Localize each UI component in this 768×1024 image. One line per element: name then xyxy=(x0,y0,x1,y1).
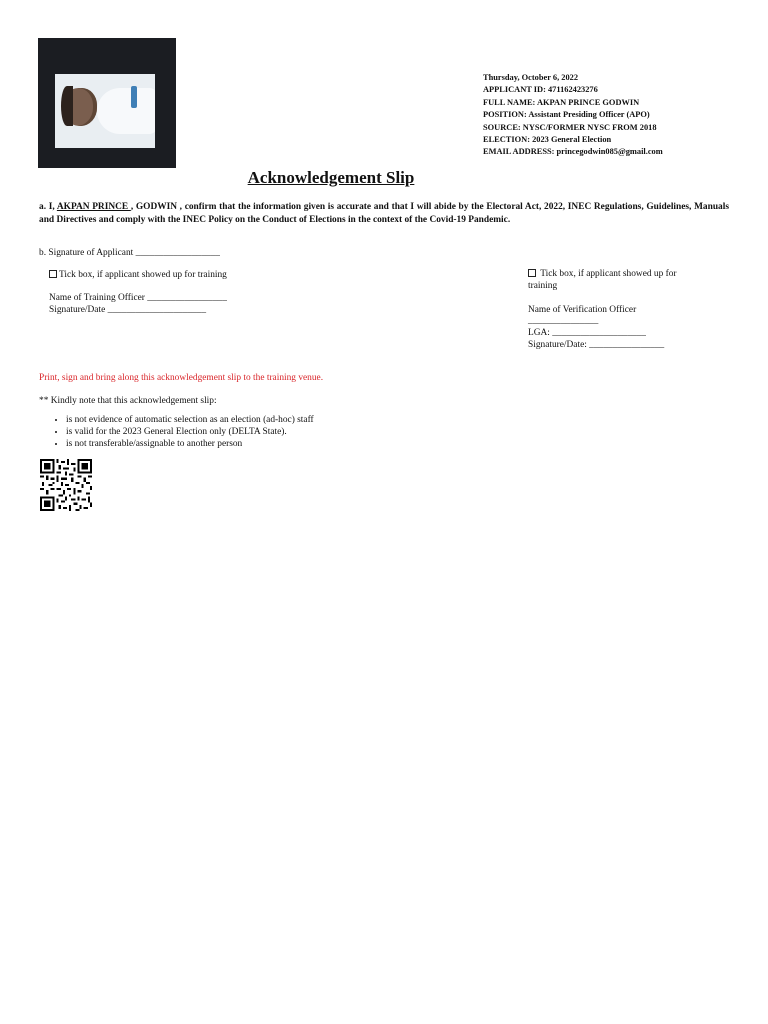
slip-date: Thursday, October 6, 2022 xyxy=(483,73,579,82)
note-item: • is not transferable/assignable to another person xyxy=(66,438,314,450)
training-signature-date: Signature/Date _____________________ xyxy=(49,305,207,315)
qr-code xyxy=(39,459,93,511)
page-title: Acknowledgement Slip xyxy=(247,168,415,187)
election: ELECTION: 2023 General Election xyxy=(483,135,612,145)
source: SOURCE: NYSC/FORMER NYSC FROM 2018 xyxy=(483,122,657,132)
training-officer-name: Name of Training Officer _________________ xyxy=(49,293,227,303)
verification-tick-label-cont: training xyxy=(528,281,558,291)
confirmation-paragraph xyxy=(39,201,729,226)
instruction-text: Print, sign and bring along this acknowledgement slip to the training venue. xyxy=(39,373,324,383)
passport-photo-image xyxy=(55,74,155,148)
training-tick-row xyxy=(49,269,227,282)
photo-hair xyxy=(61,86,73,126)
applicant-photo xyxy=(38,38,176,168)
verification-officer-name: Name of Verification Officer xyxy=(528,305,637,315)
verification-tick-label: Tick box, if applicant showed up for xyxy=(540,269,677,279)
applicant-name-underlined: AKPAN PRINCE xyxy=(56,202,131,212)
training-tick-label: Tick box, if applicant showed up for training xyxy=(59,270,227,280)
note-item: • is not evidence of automatic selection as an election (ad-hoc) staff xyxy=(66,414,314,426)
training-checkbox[interactable] xyxy=(49,270,57,278)
verification-tick-row xyxy=(528,268,677,281)
email-address: EMAIL ADDRESS: princegodwin085@gmail.com xyxy=(483,147,663,157)
verification-officer-line: _______________ xyxy=(528,316,599,326)
verification-checkbox[interactable] xyxy=(528,269,536,277)
applicant-signature-line: b. Signature of Applicant __________________ xyxy=(39,248,220,258)
photo-shirt xyxy=(97,88,155,134)
photo-accent xyxy=(131,86,137,108)
confirmation-prefix: a. I, xyxy=(39,202,57,212)
full-name: FULL NAME: AKPAN PRINCE GODWIN xyxy=(483,97,640,107)
notes-list xyxy=(39,414,314,450)
verification-signature-date: Signature/Date: ________________ xyxy=(528,340,665,350)
verification-lga: LGA: ____________________ xyxy=(528,328,646,338)
position: POSITION: Assistant Presiding Officer (APO) xyxy=(483,110,650,120)
applicant-id: APPLICANT ID: 471162423276 xyxy=(483,85,598,95)
confirmation-text: , GODWIN , confirm that the information given is accurate and that I will abide by the Electoral Act, 2022, INEC Regulations, Guidelines, Manuals and Directives and comply with the INEC Policy on the Conduct of Elections in the context of the Covid-19 Pandemic. xyxy=(39,202,729,225)
applicant-info-block xyxy=(483,72,663,159)
note-item: • is valid for the 2023 General Election only (DELTA State). xyxy=(66,426,314,438)
note-intro: ** Kindly note that this acknowledgement slip: xyxy=(39,396,217,406)
